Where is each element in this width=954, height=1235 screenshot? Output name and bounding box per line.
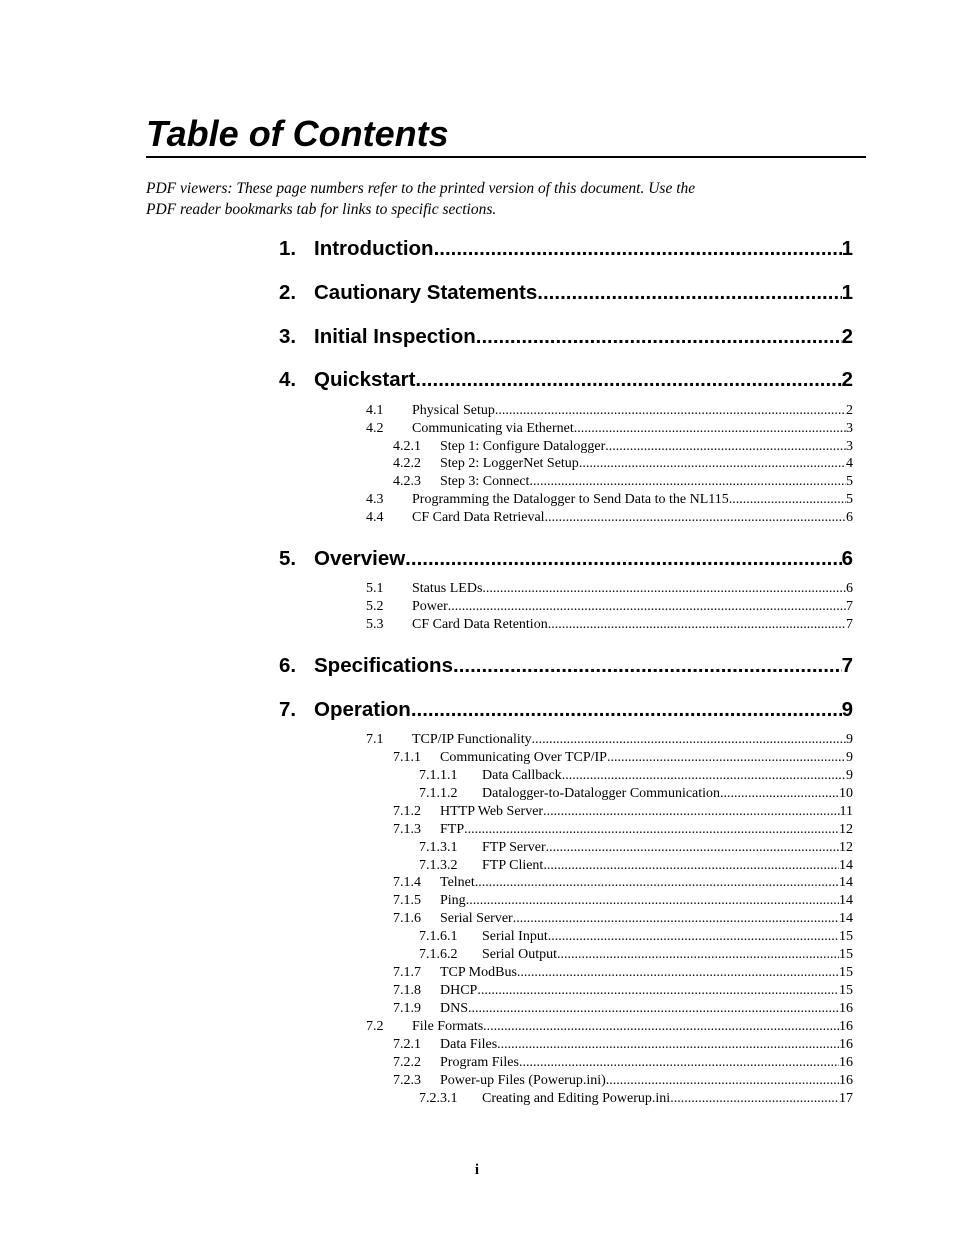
dot-leader xyxy=(405,546,841,572)
toc-entry-title: Step 3: Connect xyxy=(440,474,530,489)
toc-entry-number: 4.2 xyxy=(366,421,384,436)
toc-entry-title: Initial Inspection xyxy=(314,325,476,348)
dot-leader xyxy=(579,455,846,473)
toc-section-entry[interactable] xyxy=(393,1072,853,1090)
toc-entry-page: 1 xyxy=(841,281,853,304)
dot-leader xyxy=(476,324,842,350)
dot-leader xyxy=(548,928,839,946)
toc-section-entry[interactable] xyxy=(393,1054,853,1072)
dot-leader xyxy=(670,1090,839,1108)
toc-section-entry[interactable] xyxy=(419,1090,853,1108)
toc-entry-page: 10 xyxy=(839,786,853,801)
toc-entry-title: Serial Output xyxy=(482,947,558,962)
toc-entry-title: Datalogger-to-Datalogger Communication xyxy=(482,786,721,801)
dot-leader xyxy=(607,749,846,767)
dot-leader xyxy=(475,874,839,892)
toc-section-entry[interactable] xyxy=(393,749,853,767)
toc-entry-number: 7.1.6 xyxy=(393,911,421,926)
dot-leader xyxy=(543,857,839,875)
toc-entry-title: TCP/IP Functionality xyxy=(412,732,532,747)
toc-section-entry[interactable] xyxy=(393,455,853,473)
toc-entry-page: 3 xyxy=(846,421,853,436)
note-line: PDF reader bookmarks tab for links to specific sections. xyxy=(146,201,497,218)
toc-section-entry[interactable] xyxy=(366,580,853,598)
toc-entry-page: 2 xyxy=(841,325,853,348)
toc-entry-number: 5.3 xyxy=(366,617,384,632)
toc-entry-number: 7.1.5 xyxy=(393,893,421,908)
toc-entry-title: Programming the Datalogger to Send Data to the NL115 xyxy=(412,492,729,507)
toc-entry-title: FTP Client xyxy=(482,858,544,873)
dot-leader xyxy=(434,236,842,262)
toc-entry-page: 16 xyxy=(839,1055,853,1070)
toc-entry-title: DNS xyxy=(440,1001,469,1016)
toc-entry-number: 7.1.1.2 xyxy=(419,786,458,801)
toc-entry-page: 3 xyxy=(846,439,853,454)
toc-entry-title: FTP Server xyxy=(482,840,546,855)
toc-entry-page: 2 xyxy=(841,368,853,391)
toc-entry-title: Cautionary Statements xyxy=(314,281,538,304)
toc-entry-number: 4.4 xyxy=(366,510,384,525)
toc-entry-number: 7.1.7 xyxy=(393,965,421,980)
toc-entry-number: 6. xyxy=(279,654,297,677)
toc-section-entry[interactable] xyxy=(393,964,853,982)
toc-entry-number: 7.1.6.1 xyxy=(419,929,458,944)
toc-chapter-entry[interactable] xyxy=(279,324,853,350)
toc-entry-number: 3. xyxy=(279,325,297,348)
page-number: i xyxy=(474,1162,480,1178)
toc-entry-page: 5 xyxy=(846,474,853,489)
toc-entry-number: 7.1.6.2 xyxy=(419,947,458,962)
toc-entry-title: Data Callback xyxy=(482,768,562,783)
toc-section-entry[interactable] xyxy=(419,946,853,964)
toc-entry-title: HTTP Web Server xyxy=(440,804,544,819)
toc-entry-number: 4.1 xyxy=(366,403,384,418)
toc-entry-page: 12 xyxy=(839,840,853,855)
toc-entry-title: Power xyxy=(412,599,448,614)
toc-entry-title: Quickstart xyxy=(314,368,416,391)
dot-leader xyxy=(548,616,846,634)
toc-entry-page: 14 xyxy=(839,893,853,908)
toc-entry-page: 15 xyxy=(839,947,853,962)
toc-entry-title: Physical Setup xyxy=(412,403,495,418)
dot-leader xyxy=(545,509,846,527)
toc-entry-number: 7.1.3.2 xyxy=(419,858,458,873)
toc-entry-page: 6 xyxy=(841,547,853,570)
toc-entry-number: 7.1.4 xyxy=(393,875,421,890)
toc-entry-title: Serial Server xyxy=(440,911,513,926)
dot-leader xyxy=(543,803,839,821)
dot-leader xyxy=(482,580,846,598)
toc-section-entry[interactable] xyxy=(366,402,853,420)
toc-entry-page: 16 xyxy=(839,1037,853,1052)
toc-entry-page: 17 xyxy=(839,1091,853,1106)
toc-section-entry[interactable] xyxy=(366,509,853,527)
toc-entry-number: 7.2.3.1 xyxy=(419,1091,458,1106)
toc-entry-page: 16 xyxy=(839,1073,853,1088)
toc-entry-number: 4.2.2 xyxy=(393,456,421,471)
toc-section-entry[interactable] xyxy=(393,892,853,910)
toc-entry-title: Communicating Over TCP/IP xyxy=(440,750,607,765)
toc-section-entry[interactable] xyxy=(393,821,853,839)
toc-entry-title: Overview xyxy=(314,547,406,570)
toc-section-entry[interactable] xyxy=(393,438,853,456)
toc-section-entry[interactable] xyxy=(366,598,853,616)
toc-chapter-entry[interactable] xyxy=(279,280,853,306)
toc-entry-page: 1 xyxy=(841,237,853,260)
toc-entry-number: 5.1 xyxy=(366,581,384,596)
dot-leader xyxy=(537,280,841,306)
dot-leader xyxy=(606,1072,839,1090)
toc-entry-number: 5.2 xyxy=(366,599,384,614)
pdf-viewer-note xyxy=(146,178,826,220)
toc-section-entry[interactable] xyxy=(366,491,853,509)
dot-leader xyxy=(532,731,846,749)
dot-leader xyxy=(517,964,839,982)
toc-section-entry[interactable] xyxy=(419,767,853,785)
toc-entry-number: 7.1.3.1 xyxy=(419,840,458,855)
toc-entry-page: 16 xyxy=(839,1019,853,1034)
toc-entry-number: 4.3 xyxy=(366,492,384,507)
toc-entry-page: 4 xyxy=(846,456,853,471)
toc-entry-title: Operation xyxy=(314,698,411,721)
toc-entry-page: 5 xyxy=(846,492,853,507)
toc-entry-page: 9 xyxy=(846,732,853,747)
toc-entry-number: 4.2.1 xyxy=(393,439,421,454)
dot-leader xyxy=(468,1000,839,1018)
toc-entry-page: 15 xyxy=(839,965,853,980)
dot-leader xyxy=(453,653,842,679)
dot-leader xyxy=(519,1054,839,1072)
toc-entry-page: 7 xyxy=(846,617,853,632)
toc-entry-number: 7.1 xyxy=(366,732,384,747)
toc-chapter-entry[interactable] xyxy=(279,546,853,572)
dot-leader xyxy=(477,982,839,1000)
toc-entry-title: Program Files xyxy=(440,1055,519,1070)
toc-entry-title: File Formats xyxy=(412,1019,484,1034)
toc-entry-page: 7 xyxy=(846,599,853,614)
dot-leader xyxy=(574,420,846,438)
dot-leader xyxy=(720,785,839,803)
toc-entry-page: 6 xyxy=(846,581,853,596)
toc-section-entry[interactable] xyxy=(366,731,853,749)
toc-section-entry[interactable] xyxy=(419,857,853,875)
toc-entry-title: CF Card Data Retention xyxy=(412,617,548,632)
toc-entry-title: Data Files xyxy=(440,1037,498,1052)
toc-entry-title: Telnet xyxy=(440,875,475,890)
toc-section-entry[interactable] xyxy=(393,874,853,892)
page-title: Table of Contents xyxy=(146,113,449,154)
dot-leader xyxy=(562,767,846,785)
title-underline xyxy=(146,156,866,158)
dot-leader xyxy=(546,839,839,857)
toc-entry-page: 15 xyxy=(839,983,853,998)
toc-entry-title: Communicating via Ethernet xyxy=(412,421,574,436)
toc-section-entry[interactable] xyxy=(366,1018,853,1036)
toc-section-entry[interactable] xyxy=(419,839,853,857)
dot-leader xyxy=(497,1036,839,1054)
toc-entry-number: 7.1.2 xyxy=(393,804,421,819)
toc-entry-page: 2 xyxy=(846,403,853,418)
toc-entry-page: 16 xyxy=(839,1001,853,1016)
dot-leader xyxy=(411,697,842,723)
toc-section-entry[interactable] xyxy=(366,420,853,438)
toc-entry-title: Step 1: Configure Datalogger xyxy=(440,439,606,454)
toc-entry-title: Specifications xyxy=(314,654,453,677)
toc-chapter-entry[interactable] xyxy=(279,367,853,393)
toc-section-entry[interactable] xyxy=(393,803,853,821)
toc-section-entry[interactable] xyxy=(393,1036,853,1054)
toc-entry-title: Ping xyxy=(440,893,466,908)
toc-chapter-entry[interactable] xyxy=(279,697,853,723)
dot-leader xyxy=(557,946,839,964)
dot-leader xyxy=(529,473,846,491)
toc-entry-page: 9 xyxy=(841,698,853,721)
toc-entry-number: 7.2.3 xyxy=(393,1073,421,1088)
toc-entry-page: 12 xyxy=(839,822,853,837)
dot-leader xyxy=(483,1018,839,1036)
dot-leader xyxy=(495,402,846,420)
toc-entry-number: 7.1.9 xyxy=(393,1001,421,1016)
toc-section-entry[interactable] xyxy=(393,982,853,1000)
toc-entry-title: DHCP xyxy=(440,983,478,998)
toc-entry-page: 14 xyxy=(839,858,853,873)
toc-entry-number: 1. xyxy=(279,237,297,260)
dot-leader xyxy=(464,821,839,839)
toc-entry-page: 14 xyxy=(839,875,853,890)
toc-section-entry[interactable] xyxy=(419,785,853,803)
toc-entry-number: 4.2.3 xyxy=(393,474,421,489)
toc-entry-page: 7 xyxy=(841,654,853,677)
toc-section-entry[interactable] xyxy=(393,1000,853,1018)
toc-entry-title: TCP ModBus xyxy=(440,965,517,980)
toc-entry-title: Power-up Files (Powerup.ini) xyxy=(440,1073,606,1088)
dot-leader xyxy=(729,491,846,509)
note-line: PDF viewers: These page numbers refer to the printed version of this document. Use the xyxy=(146,180,696,197)
toc-section-entry[interactable] xyxy=(393,910,853,928)
toc-entry-title: FTP xyxy=(440,822,465,837)
toc-entry-number: 7.1.8 xyxy=(393,983,421,998)
toc-entry-title: Serial Input xyxy=(482,929,548,944)
toc-entry-page: 9 xyxy=(846,768,853,783)
dot-leader xyxy=(448,598,846,616)
toc-section-entry[interactable] xyxy=(393,473,853,491)
dot-leader xyxy=(513,910,839,928)
toc-entry-title: Status LEDs xyxy=(412,581,483,596)
dot-leader xyxy=(415,367,841,393)
toc-entry-number: 5. xyxy=(279,547,297,570)
toc-entry-number: 7.2.1 xyxy=(393,1037,421,1052)
dot-leader xyxy=(466,892,839,910)
toc-entry-number: 7.1.1.1 xyxy=(419,768,458,783)
toc-entry-title: Step 2: LoggerNet Setup xyxy=(440,456,579,471)
toc-entry-number: 7.1.1 xyxy=(393,750,421,765)
toc-entry-number: 7.2.2 xyxy=(393,1055,421,1070)
toc-chapter-entry[interactable] xyxy=(279,653,853,679)
toc-entry-number: 7.1.3 xyxy=(393,822,421,837)
toc-entry-page: 6 xyxy=(846,510,853,525)
dot-leader xyxy=(605,438,846,456)
toc-entry-number: 7.2 xyxy=(366,1019,384,1034)
toc-entry-number: 7. xyxy=(279,698,297,721)
toc-section-entry[interactable] xyxy=(366,616,853,634)
toc-entry-page: 15 xyxy=(839,929,853,944)
toc-section-entry[interactable] xyxy=(419,928,853,946)
toc-entry-page: 9 xyxy=(846,750,853,765)
toc-entry-page: 14 xyxy=(839,911,853,926)
toc-entry-number: 2. xyxy=(279,281,297,304)
toc-entry-title: CF Card Data Retrieval xyxy=(412,510,545,525)
toc-chapter-entry[interactable] xyxy=(279,236,853,262)
toc-entry-title: Introduction xyxy=(314,237,434,260)
toc-entry-number: 4. xyxy=(279,368,297,391)
toc-entry-title: Creating and Editing Powerup.ini xyxy=(482,1091,671,1106)
toc-entry-page: 11 xyxy=(839,804,853,819)
